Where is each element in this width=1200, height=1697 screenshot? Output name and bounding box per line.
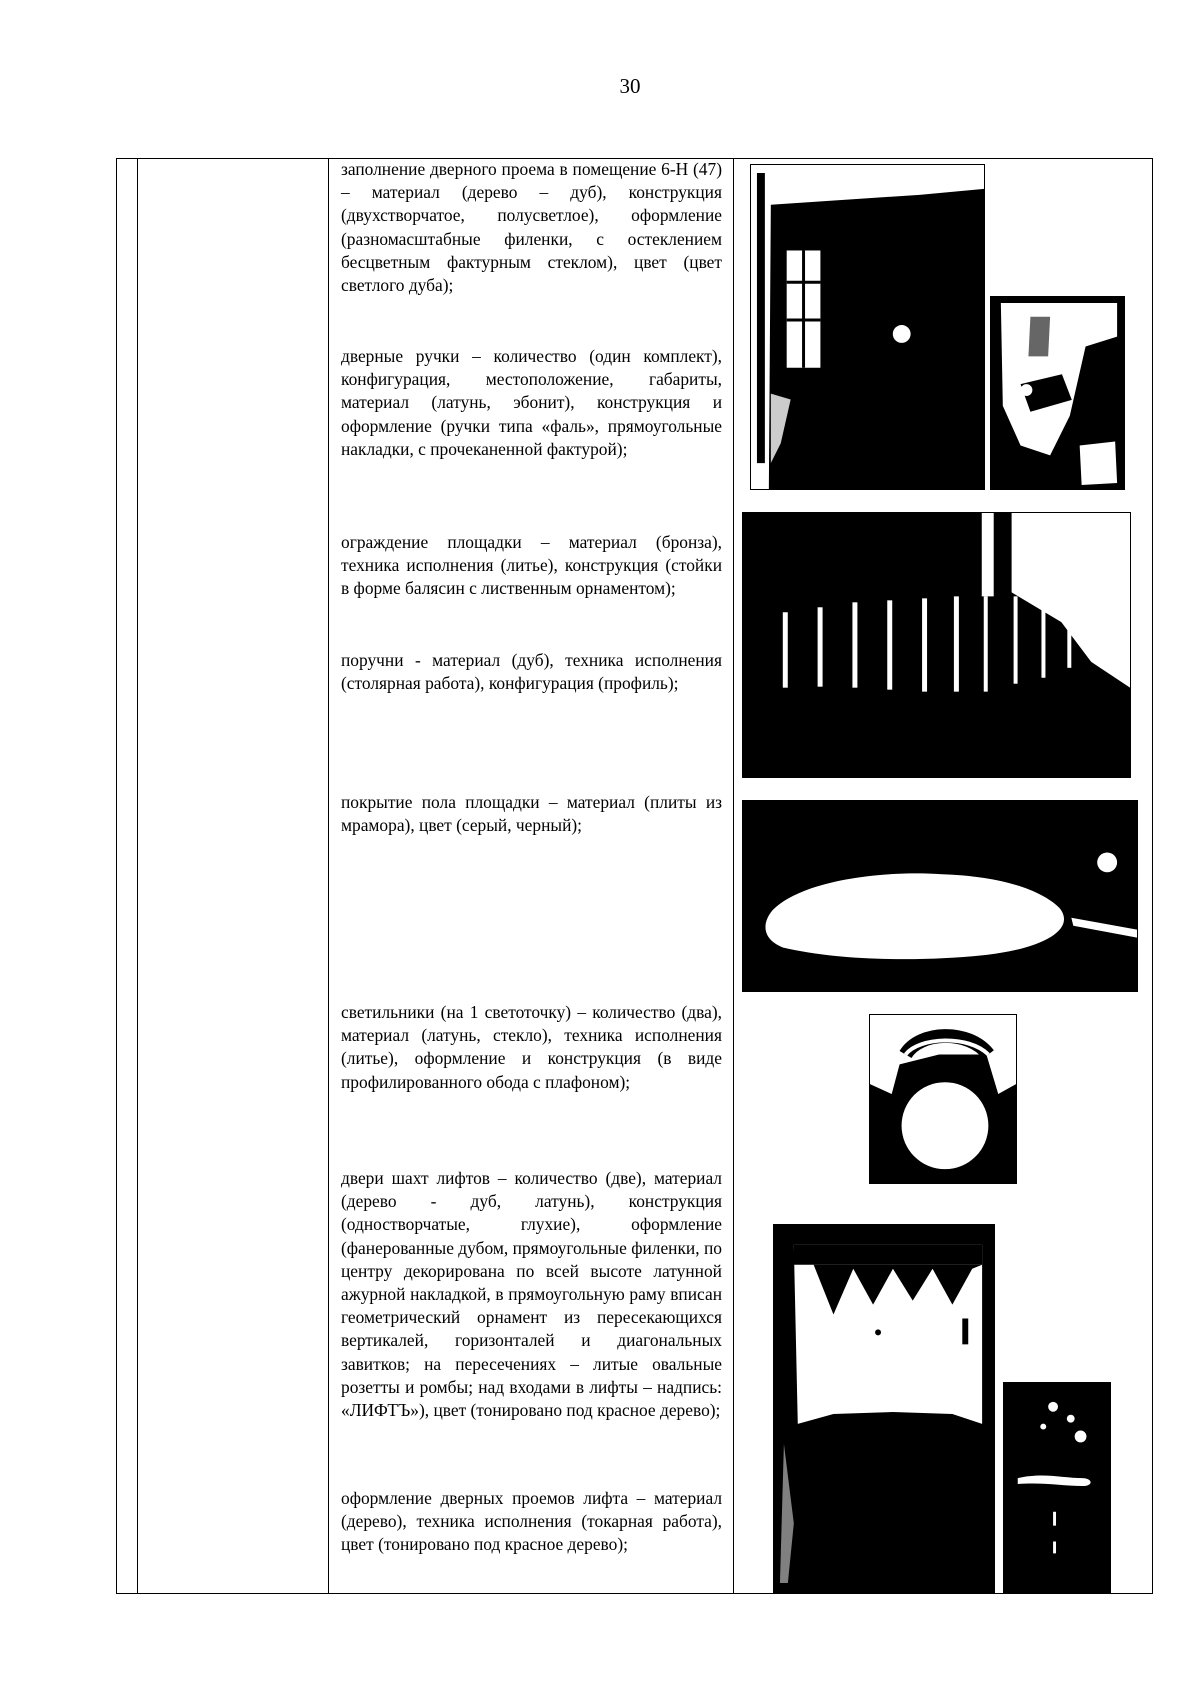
elevator-ornament-photo xyxy=(1003,1382,1111,1594)
paragraph-door-handles: дверные ручки – количество (один комплект), конфигурация, местоположение, габариты, материал (латунь, эбонит), конструкция и оформление (ручки типа «фаль», прямоугольные накладки, с прочеканенной фактурой); xyxy=(341,346,722,459)
paragraph-elevator-openings: оформление дверных проемов лифта – материал (дерево), техника исполнения (токарная работа), цвет (тонировано под красное дерево); xyxy=(341,1488,722,1555)
door-handle-photo-image xyxy=(991,297,1124,489)
floor-photo xyxy=(742,800,1138,992)
lamp-photo-image xyxy=(870,1015,1016,1183)
description-column xyxy=(330,159,722,1593)
door-handle-photo xyxy=(990,296,1125,490)
column-divider-3 xyxy=(733,159,734,1593)
paragraph-elevator-doors: двери шахт лифтов – количество (две), материал (дерево - дуб, латунь), конструкция (одностворчатые, глухие), оформление (фанерованные дубом, прямоугольные филенки, по центру декорирована по всей высоте латунной ажурной накладкой, в прямоугольную раму вписан геометрический орнамент из пересекающихся вертикалей, горизонталей и диагональных завитков; на пересечениях – литые овальные розетты и ромбы; над входами в лифты – надпись: «ЛИФТЪ»), цвет (тонировано под красное дерево); xyxy=(341,1168,722,1421)
floor-photo-image xyxy=(743,801,1137,991)
paragraph-floor: покрытие пола площадки – материал (плиты из мрамора), цвет (серый, черный); xyxy=(341,792,722,836)
paragraph-lamps: светильники (на 1 светоточку) – количество (два), материал (латунь, стекло), техника исполнения (литье), оформление и конструкция (в виде профилированного обода с плафоном); xyxy=(341,1002,722,1092)
page-number: 30 xyxy=(619,74,641,98)
railing-photo xyxy=(742,512,1131,778)
door-photo xyxy=(750,164,985,490)
elevator-door-photo-image xyxy=(774,1225,994,1593)
paragraph-railing: ограждение площадки – материал (бронза), техника исполнения (литье), конструкция (стойки в форме балясин с лиственным орнаментом); xyxy=(341,532,722,599)
paragraph-door-opening: заполнение дверного проема в помещение 6-Н (47) – материал (дерево – дуб), конструкция (двухстворчатое, полусветлое), оформление (разномасштабные филенки, с остеклением бесцветным фактурным стеклом), цвет (цвет светлого дуба); xyxy=(341,159,722,296)
paragraph-handrails: поручни - материал (дуб), техника исполнения (столярная работа), конфигурация (профиль); xyxy=(341,650,722,694)
lamp-photo xyxy=(869,1014,1017,1184)
elevator-door-photo xyxy=(773,1224,995,1594)
elevator-ornament-photo-image xyxy=(1004,1383,1110,1593)
column-divider-1 xyxy=(137,159,138,1593)
door-photo-image xyxy=(751,165,984,489)
column-divider-2 xyxy=(328,159,329,1593)
railing-photo-image xyxy=(743,513,1130,777)
